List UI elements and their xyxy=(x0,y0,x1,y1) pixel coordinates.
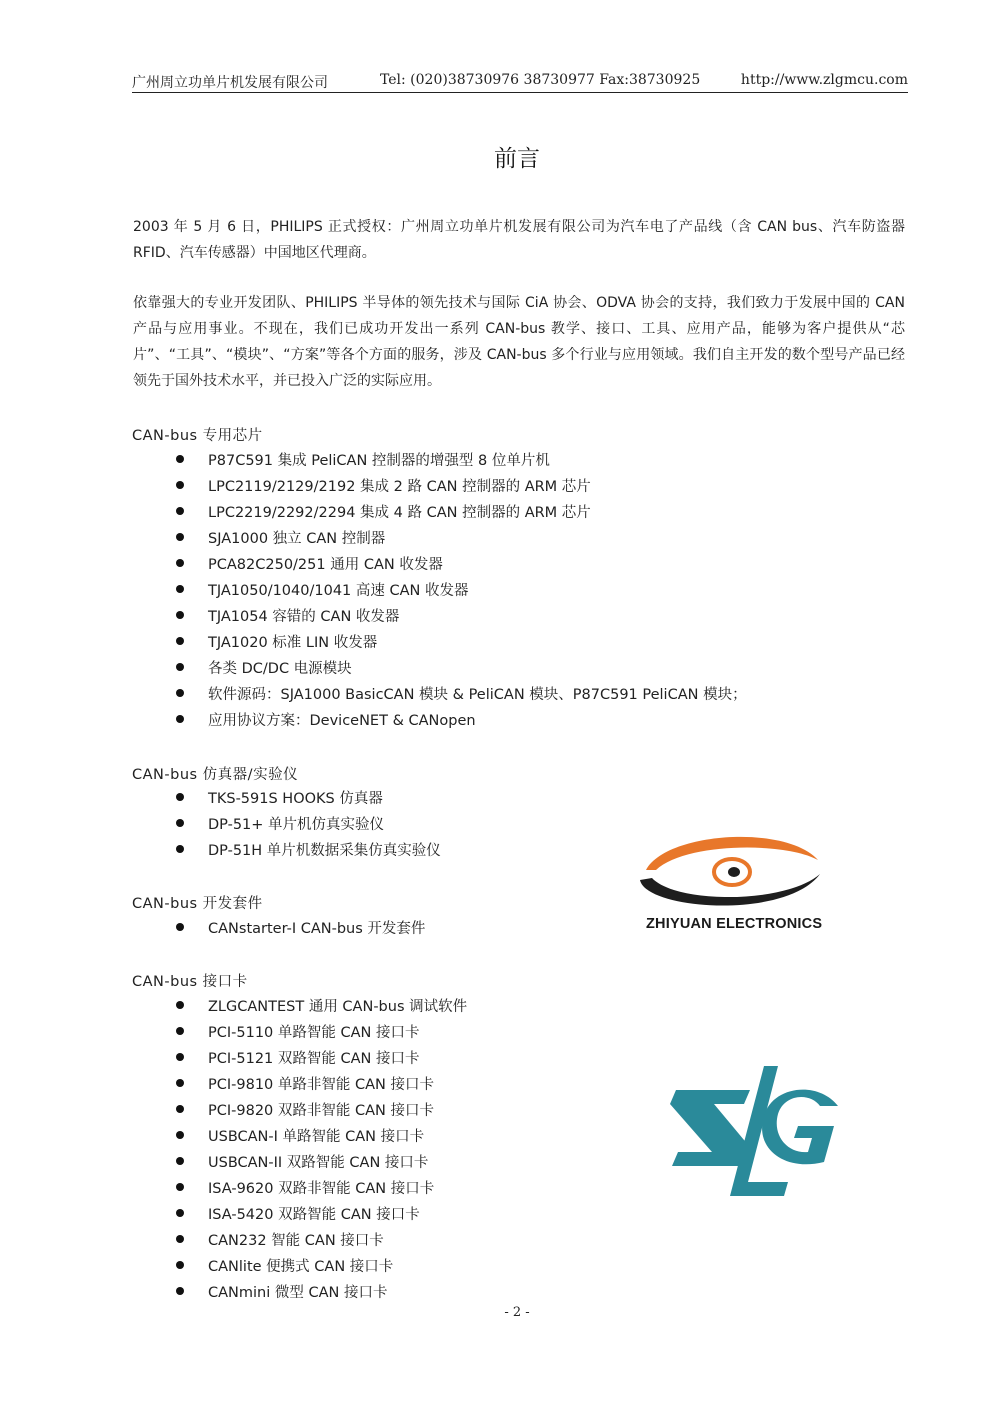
intro-paragraph-2: 依靠强大的专业开发团队、PHILIPS 半导体的领先技术与国际 CiA 协会、ODVA 协会的支持，我们致力于发展中国的 CAN 产品与应用事业。不现在，我们已成功开发出一系列 CAN-bus 教学、接口、工具、应用产品，能够为客户提供从“芯片”、“工具”、“模块”、“方案”等各个方面的服务，涉及 CAN-bus 多个行业与应用领域。我们自主开发的数个型号产品已经领先于国外技术水平，并已投入广泛的实际应用。 xyxy=(133,295,905,389)
list-item: CANlite 便携式 CAN 接口卡 xyxy=(176,1254,467,1280)
list-item: USBCAN-II 双路智能 CAN 接口卡 xyxy=(176,1150,467,1176)
zhiyuan-logo-text: ZHIYUAN ELECTRONICS xyxy=(646,916,823,932)
list-item: LPC2119/2129/2192 集成 2 路 CAN 控制器的 ARM 芯片 xyxy=(176,474,747,500)
bullet-icon xyxy=(176,793,184,801)
bullet-icon xyxy=(176,637,184,645)
list-item: SJA1000 独立 CAN 控制器 xyxy=(176,526,747,552)
section-heading-chips: CAN-bus 专用芯片 xyxy=(132,428,263,444)
list-item: P87C591 集成 PeliCAN 控制器的增强型 8 位单片机 xyxy=(176,448,747,474)
bullet-icon xyxy=(176,1053,184,1061)
bullet-icon xyxy=(176,507,184,515)
bullet-icon xyxy=(176,1287,184,1295)
list-item: DP-51+ 单片机仿真实验仪 xyxy=(176,812,441,838)
page-title: 前言 xyxy=(494,146,540,172)
bullet-icon xyxy=(176,1261,184,1269)
list-item: TJA1020 标准 LIN 收发器 xyxy=(176,630,747,656)
list-item: PCI-9810 单路非智能 CAN 接口卡 xyxy=(176,1072,467,1098)
section-heading-interface-cards: CAN-bus 接口卡 xyxy=(132,974,248,990)
bullet-icon xyxy=(176,1209,184,1217)
list-item: USBCAN-I 单路智能 CAN 接口卡 xyxy=(176,1124,467,1150)
header-company: 广州周立功单片机发展有限公司 xyxy=(132,75,328,91)
bullet-icon xyxy=(176,923,184,931)
bullet-icon xyxy=(176,663,184,671)
zlg-logo-icon xyxy=(668,1062,844,1200)
list-item: PCI-5110 单路智能 CAN 接口卡 xyxy=(176,1020,467,1046)
bullet-icon xyxy=(176,1105,184,1113)
list-item: TJA1054 容错的 CAN 收发器 xyxy=(176,604,747,630)
bullet-icon xyxy=(176,455,184,463)
bullet-icon xyxy=(176,585,184,593)
bullet-icon xyxy=(176,819,184,827)
section-heading-emulators: CAN-bus 仿真器/实验仪 xyxy=(132,767,299,783)
header-contact: Tel: (020)38730976 38730977 Fax:38730925 xyxy=(380,72,701,88)
bullet-icon xyxy=(176,689,184,697)
eye-pupil-shape xyxy=(728,867,740,877)
list-item: 应用协议方案：DeviceNET & CANopen xyxy=(176,708,747,734)
list-item: PCI-5121 双路智能 CAN 接口卡 xyxy=(176,1046,467,1072)
bullet-icon xyxy=(176,533,184,541)
page-number: - 2 - xyxy=(504,1305,530,1320)
list-item: PCA82C250/251 通用 CAN 收发器 xyxy=(176,552,747,578)
list-chips xyxy=(176,448,747,734)
list-item: TKS-591S HOOKS 仿真器 xyxy=(176,786,441,812)
eye-swoosh-icon xyxy=(636,830,826,916)
header-url: http://www.zlgmcu.com xyxy=(740,72,908,88)
zlg-g-shape xyxy=(762,1090,838,1165)
list-item: 各类 DC/DC 电源模块 xyxy=(176,656,747,682)
zlg-logo xyxy=(668,1062,844,1200)
bullet-icon xyxy=(176,559,184,567)
zlg-l-shape xyxy=(730,1066,788,1196)
bullet-icon xyxy=(176,1079,184,1087)
list-interface-cards xyxy=(176,994,467,1306)
orange-swoosh-shape xyxy=(646,837,818,870)
bullet-icon xyxy=(176,1027,184,1035)
list-emulators xyxy=(176,786,441,864)
intro-paragraph-1: 2003 年 5 月 6 日，PHILIPS 正式授权：广州周立功单片机发展有限公司为汽车电了产品线（含 CAN bus、汽车防盗器 RFID、汽车传感器）中国地区代理商。 xyxy=(133,219,905,261)
zhiyuan-logo xyxy=(636,830,826,940)
bullet-icon xyxy=(176,1157,184,1165)
bullet-icon xyxy=(176,1183,184,1191)
list-item: ZLGCANTEST 通用 CAN-bus 调试软件 xyxy=(176,994,467,1020)
page-header xyxy=(132,70,908,93)
list-dev-kits xyxy=(176,916,425,942)
bullet-icon xyxy=(176,611,184,619)
list-item: LPC2219/2292/2294 集成 4 路 CAN 控制器的 ARM 芯片 xyxy=(176,500,747,526)
bullet-icon xyxy=(176,1235,184,1243)
dark-swoosh-shape xyxy=(640,874,820,906)
list-item: CANmini 微型 CAN 接口卡 xyxy=(176,1280,467,1306)
bullet-icon xyxy=(176,1001,184,1009)
bullet-icon xyxy=(176,845,184,853)
list-item: PCI-9820 双路非智能 CAN 接口卡 xyxy=(176,1098,467,1124)
list-item: TJA1050/1040/1041 高速 CAN 收发器 xyxy=(176,578,747,604)
list-item: CAN232 智能 CAN 接口卡 xyxy=(176,1228,467,1254)
bullet-icon xyxy=(176,481,184,489)
list-item: CANstarter-I CAN-bus 开发套件 xyxy=(176,916,425,942)
bullet-icon xyxy=(176,715,184,723)
list-item: 软件源码：SJA1000 BasicCAN 模块 & PeliCAN 模块、P87C591 PeliCAN 模块； xyxy=(176,682,747,708)
bullet-icon xyxy=(176,1131,184,1139)
section-heading-dev-kits: CAN-bus 开发套件 xyxy=(132,896,263,912)
list-item: DP-51H 单片机数据采集仿真实验仪 xyxy=(176,838,441,864)
list-item: ISA-5420 双路智能 CAN 接口卡 xyxy=(176,1202,467,1228)
list-item: ISA-9620 双路非智能 CAN 接口卡 xyxy=(176,1176,467,1202)
